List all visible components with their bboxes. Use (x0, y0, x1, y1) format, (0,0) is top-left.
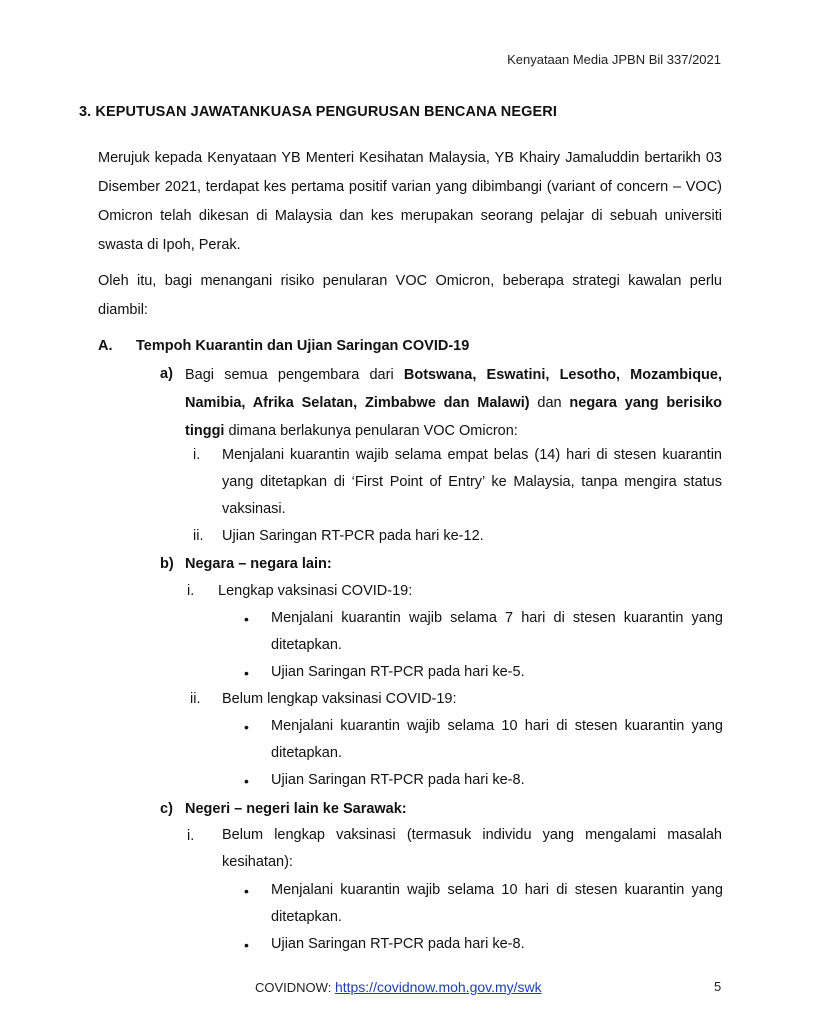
media-statement-reference: Kenyataan Media JPBN Bil 337/2021 (507, 52, 721, 67)
item-b-i-label: i. (187, 583, 195, 599)
footer (255, 979, 542, 995)
item-a-i-label: i. (193, 447, 201, 463)
item-b-ii-label: ii. (190, 691, 201, 707)
item-c-i-bullet-1: Menjalani kuarantin wajib selama 10 hari di stesen kuarantin yang ditetapkan. (271, 882, 723, 925)
item-b-i-bullet-1: Menjalani kuarantin wajib selama 7 hari di stesen kuarantin yang ditetapkan. (271, 610, 723, 653)
item-a-text-3: dimana berlakunya penularan VOC Omicron: (224, 423, 518, 439)
part-a-title: Tempoh Kuarantin dan Ujian Saringan COVID-19 (136, 338, 470, 354)
bullet-marker: • (244, 937, 249, 953)
item-a-ii-text: Ujian Saringan RT-PCR pada hari ke-12. (222, 528, 484, 544)
item-a-text (185, 361, 722, 445)
item-a-i-text: Menjalani kuarantin wajib selama empat belas (14) hari di stesen kuarantin yang ditetapkan di ‘First Point of Entry’ ke Malaysia, tanpa mengira status vaksinasi. (222, 447, 722, 517)
item-a-high-risk: negara yang berisiko tinggi (185, 395, 722, 439)
item-b-ii-bullet-2: Ujian Saringan RT-PCR pada hari ke-8. (271, 772, 525, 788)
item-c-label: c) (160, 801, 173, 817)
paragraph-strategy: Oleh itu, bagi menangani risiko penularan VOC Omicron, beberapa strategi kawalan perlu diambil: (98, 273, 722, 318)
item-c-i-label: i. (187, 828, 195, 844)
footer-label: COVIDNOW: (255, 980, 335, 995)
item-b-i-text: Lengkap vaksinasi COVID-19: (218, 583, 413, 599)
bullet-marker: • (244, 773, 249, 789)
bullet-marker: • (244, 665, 249, 681)
paragraph-intro: Merujuk kepada Kenyataan YB Menteri Kesihatan Malaysia, YB Khairy Jamaluddin bertarikh 03 Disember 2021, terdapat kes pertama positif varian yang dibimbangi (variant of concern – VOC) Omicron telah dikesan di Malaysia dan kes merupakan seorang pelajar di sebuah universiti swasta di Ipoh, Perak. (98, 150, 722, 253)
item-a-text-1: Bagi semua pengembara dari (185, 367, 404, 383)
part-a-heading (98, 338, 469, 354)
item-c-title: Negeri – negeri lain ke Sarawak: (185, 801, 407, 817)
bullet-marker: • (244, 719, 249, 735)
item-a-text-2: dan (529, 395, 570, 411)
item-b-title: Negara – negara lain: (185, 556, 332, 572)
item-a-ii-label: ii. (193, 528, 204, 544)
page-number: 5 (714, 979, 722, 994)
item-c-i-bullet-2: Ujian Saringan RT-PCR pada hari ke-8. (271, 936, 525, 952)
part-a-letter: A. (98, 338, 113, 354)
covidnow-link[interactable]: https://covidnow.moh.gov.my/swk (334, 979, 542, 995)
item-a-label: a) (160, 366, 173, 382)
item-a-countries: Botswana, Eswatini, Lesotho, Mozambique, Namibia, Afrika Selatan, Zimbabwe dan Malawi) (185, 367, 723, 411)
item-b-i-bullet-2: Ujian Saringan RT-PCR pada hari ke-5. (271, 664, 525, 680)
item-b-label: b) (160, 556, 174, 572)
section-title: 3. KEPUTUSAN JAWATANKUASA PENGURUSAN BENCANA NEGERI (79, 104, 557, 120)
item-c-i-text: Belum lengkap vaksinasi (termasuk individu yang mengalami masalah kesihatan): (222, 827, 722, 870)
item-b-ii-bullet-1: Menjalani kuarantin wajib selama 10 hari di stesen kuarantin yang ditetapkan. (271, 718, 723, 761)
bullet-marker: • (244, 883, 249, 899)
bullet-marker: • (244, 611, 249, 627)
item-b-ii-text: Belum lengkap vaksinasi COVID-19: (222, 691, 457, 707)
